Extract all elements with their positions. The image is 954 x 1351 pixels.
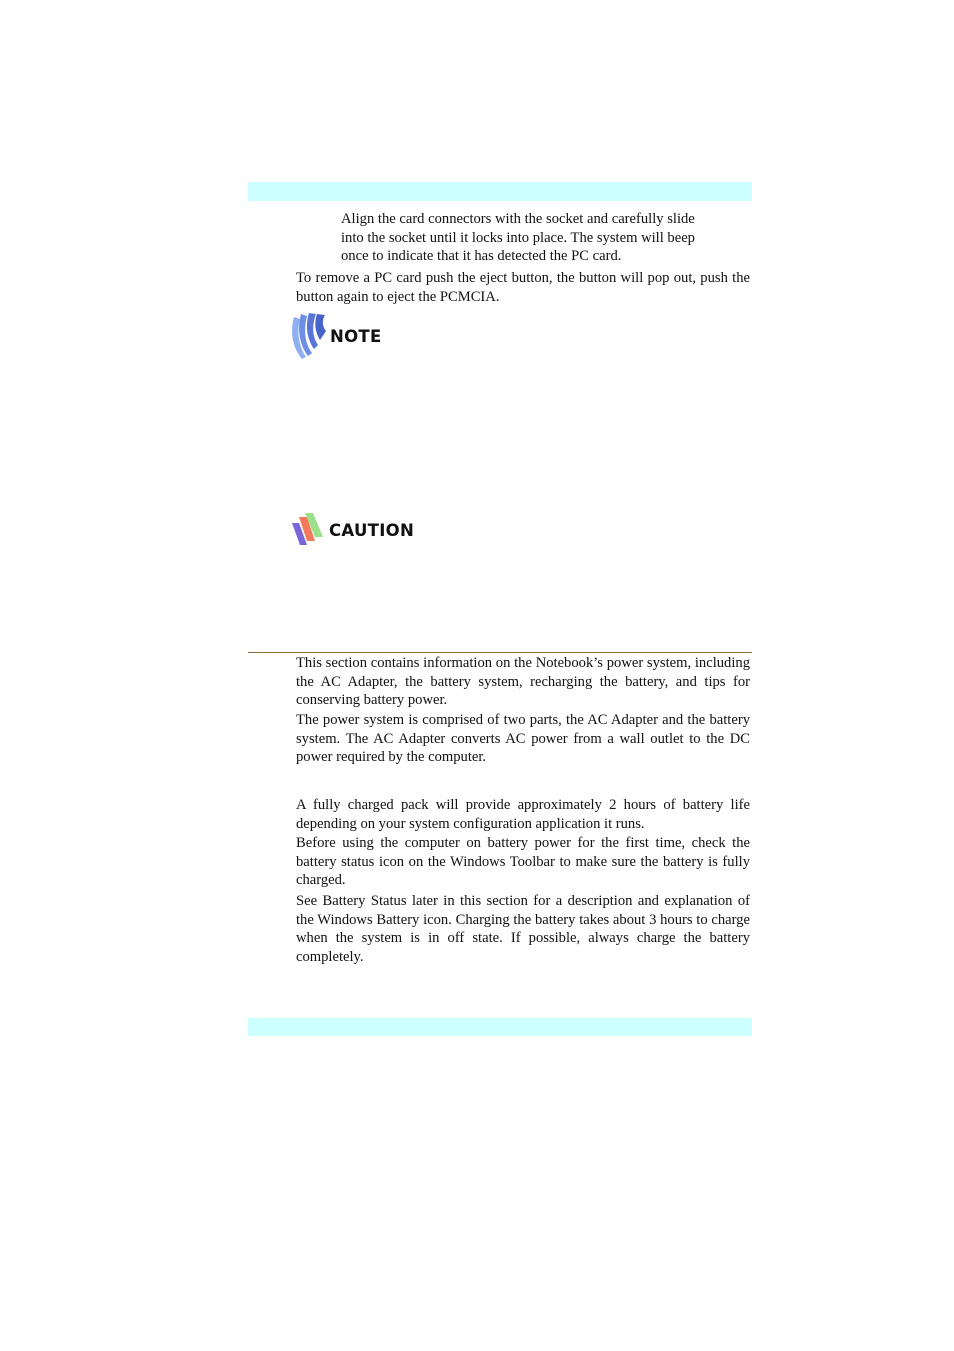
battery-check-paragraph: Before using the computer on battery power for the first time, check the battery status icon on the Windows Toolbar to make sure the battery is fully charged. — [296, 835, 750, 889]
power-intro-paragraph: This section contains information on the Notebook’s power system, including the AC Adapter, the battery system, recharging the battery, and tips for conserving battery power. — [296, 655, 750, 709]
section-divider — [248, 652, 752, 653]
footer-band — [248, 1018, 752, 1036]
step-line-1: Align the card connectors with the socket and carefully slide — [341, 211, 695, 227]
note-icon — [288, 311, 330, 361]
step-line-3: once to indicate that it has detected the PC card. — [341, 248, 622, 265]
power-parts-paragraph: The power system is comprised of two parts, the AC Adapter and the battery system. The AC Adapter converts AC power from a wall outlet to the DC power required by the computer. — [296, 712, 750, 766]
note-label: NOTE — [330, 326, 382, 346]
note-badge — [288, 311, 382, 361]
caution-label: CAUTION — [329, 520, 415, 540]
header-band — [248, 182, 752, 201]
caution-badge — [289, 511, 414, 549]
step-line-2: into the socket until it locks into place. The system will beep — [341, 229, 695, 246]
battery-charge-paragraph: See Battery Status later in this section for a description and explanation of the Windows Battery icon. Charging the battery takes about 3 hours to charge when the system is in off state. If possible, always charge the battery completely. — [296, 893, 750, 965]
install-step-text — [341, 210, 741, 266]
remove-card-paragraph: To remove a PC card push the eject button, the button will pop out, push the button again to eject the PCMCIA. — [296, 270, 750, 305]
battery-life-paragraph: A fully charged pack will provide approximately 2 hours of battery life depending on your system configuration application it runs. — [296, 797, 750, 832]
caution-icon — [289, 511, 325, 549]
